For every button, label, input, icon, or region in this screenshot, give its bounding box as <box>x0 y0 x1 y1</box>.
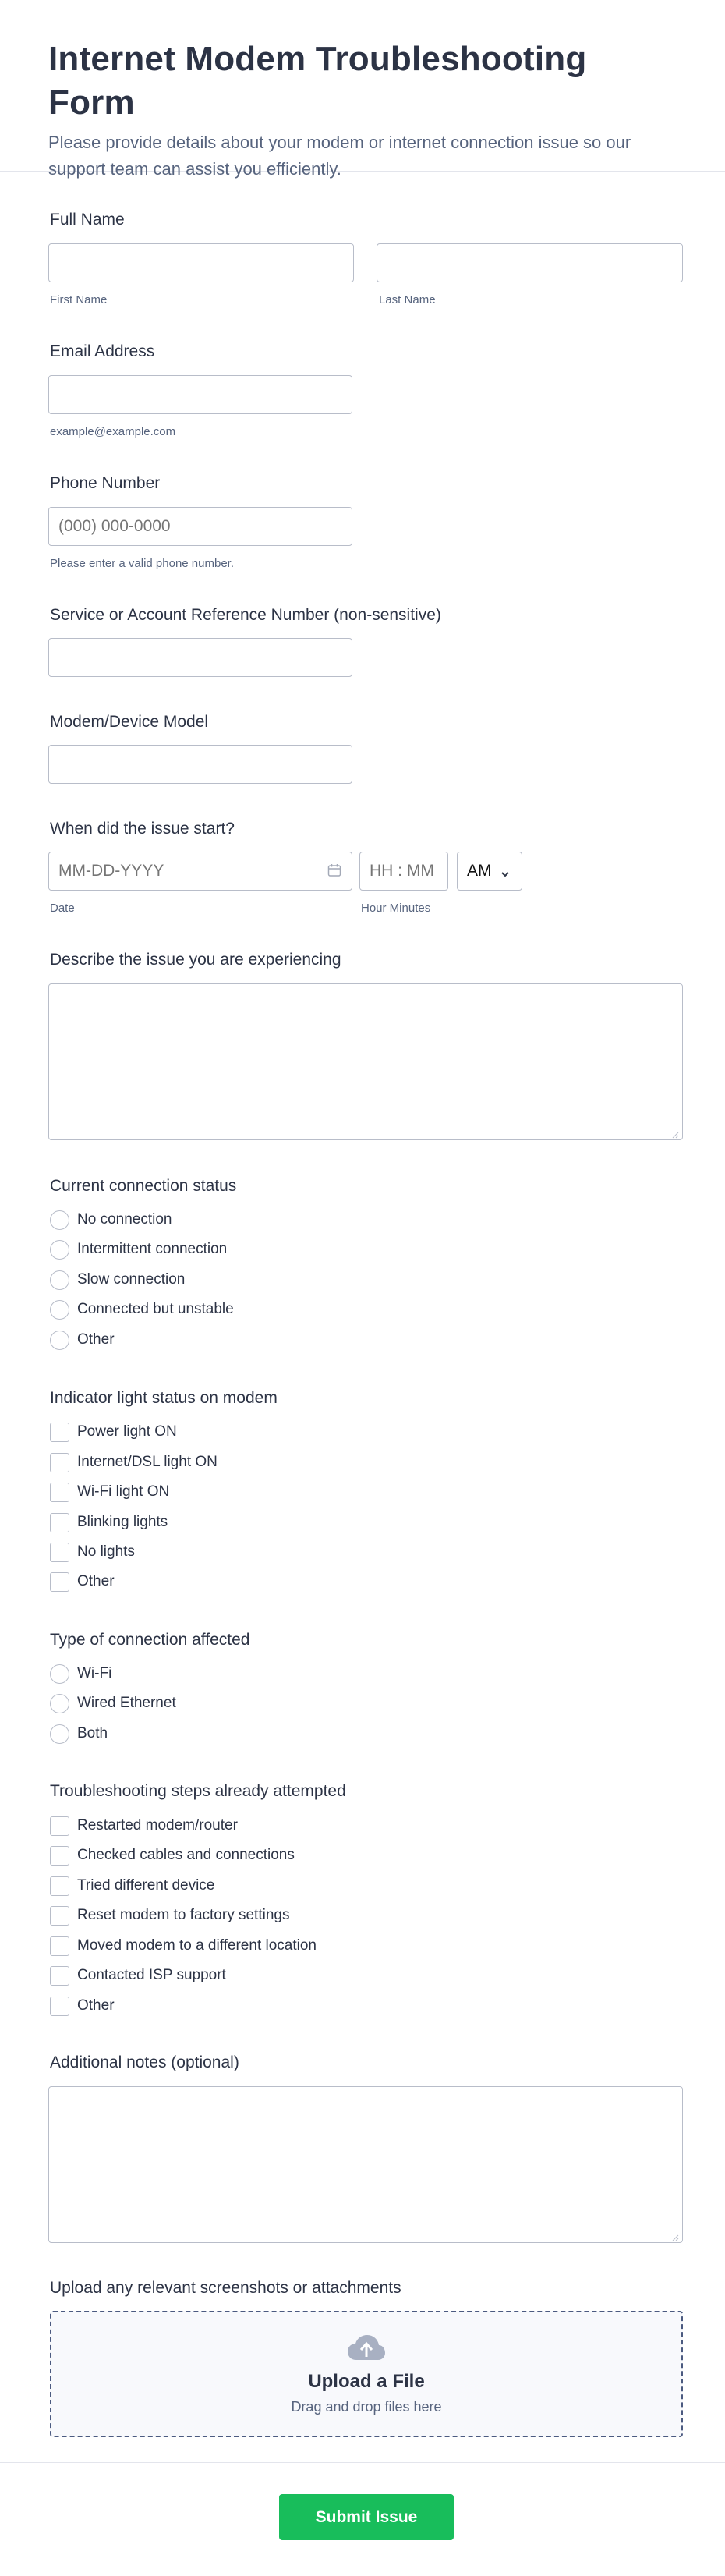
checkbox-option[interactable] <box>50 1905 289 1926</box>
radio-option[interactable] <box>50 1209 172 1231</box>
checkbox[interactable] <box>50 1997 69 2016</box>
radio-button[interactable] <box>50 1270 69 1290</box>
account-ref-input[interactable] <box>48 638 352 677</box>
issue-start-label: When did the issue start? <box>50 820 235 838</box>
radio-button[interactable] <box>50 1240 69 1260</box>
footer-divider <box>0 2462 725 2463</box>
checkbox-option[interactable] <box>50 1875 214 1897</box>
radio-option[interactable] <box>50 1663 111 1685</box>
option-label: Wi-Fi <box>77 1665 112 1681</box>
email-input[interactable] <box>48 375 352 414</box>
checkbox-option[interactable] <box>50 1844 295 1866</box>
checkbox[interactable] <box>50 1572 69 1592</box>
time-sublabel: Hour Minutes <box>361 902 431 915</box>
account-ref-label: Service or Account Reference Number (non-sensitive) <box>50 606 441 624</box>
option-label: Reset modem to factory settings <box>77 1907 290 1923</box>
resize-grip-icon[interactable] <box>671 1129 679 1136</box>
option-label: Power light ON <box>77 1423 177 1440</box>
checkbox-option[interactable] <box>50 1571 115 1593</box>
phone-input[interactable] <box>48 507 352 546</box>
checkbox[interactable] <box>50 1423 69 1442</box>
checkbox[interactable] <box>50 1483 69 1502</box>
option-label: Other <box>77 1997 115 2014</box>
option-label: Intermittent connection <box>77 1241 228 1257</box>
checkbox[interactable] <box>50 1543 69 1562</box>
ampm-select[interactable] <box>457 852 522 891</box>
checkbox[interactable] <box>50 1876 69 1896</box>
time-input[interactable] <box>359 852 448 891</box>
option-label: Checked cables and connections <box>77 1847 295 1863</box>
checkbox-option[interactable] <box>50 1995 115 2017</box>
upload-title: Upload a File <box>308 2370 425 2392</box>
checkbox-option[interactable] <box>50 1935 317 1957</box>
page-title: Internet Modem Troubleshooting Form <box>48 40 587 122</box>
form-header <box>0 0 725 179</box>
radio-option[interactable] <box>50 1692 176 1714</box>
option-label: Contacted ISP support <box>77 1967 226 1983</box>
checkbox-option[interactable] <box>50 1451 218 1473</box>
radio-option[interactable] <box>50 1269 185 1291</box>
connection-type-label: Type of connection affected <box>50 1631 250 1649</box>
calendar-icon[interactable] <box>327 863 341 877</box>
radio-button[interactable] <box>50 1664 69 1684</box>
date-sublabel: Date <box>50 902 75 915</box>
describe-issue-label: Describe the issue you are experiencing <box>50 951 341 969</box>
steps-attempted-label: Troubleshooting steps already attempted <box>50 1782 346 1800</box>
upload-label: Upload any relevant screenshots or attachments <box>50 2279 401 2297</box>
option-label: Restarted modem/router <box>77 1817 238 1834</box>
last-name-sublabel: Last Name <box>379 293 436 306</box>
phone-sublabel: Please enter a valid phone number. <box>50 557 234 570</box>
option-label: Other <box>77 1331 115 1348</box>
date-field[interactable] <box>48 852 352 891</box>
radio-button[interactable] <box>50 1694 69 1713</box>
upload-subtitle: Drag and drop files here <box>291 2398 442 2415</box>
option-label: Blinking lights <box>77 1514 168 1530</box>
option-label: No connection <box>77 1211 172 1228</box>
option-label: Both <box>77 1725 108 1742</box>
email-label: Email Address <box>50 342 155 360</box>
checkbox-option[interactable] <box>50 1421 177 1443</box>
radio-button[interactable] <box>50 1724 69 1744</box>
radio-button[interactable] <box>50 1300 69 1320</box>
resize-grip-icon[interactable] <box>671 2231 679 2239</box>
additional-notes-label: Additional notes (optional) <box>50 2053 239 2071</box>
checkbox-option[interactable] <box>50 1511 168 1533</box>
option-label: Wired Ethernet <box>77 1695 176 1711</box>
indicator-lights-label: Indicator light status on modem <box>50 1389 278 1407</box>
last-name-input[interactable] <box>377 243 683 282</box>
email-sublabel: example@example.com <box>50 425 176 438</box>
option-label: Slow connection <box>77 1271 186 1288</box>
modem-model-input[interactable] <box>48 745 352 784</box>
checkbox[interactable] <box>50 1966 69 1986</box>
phone-label: Phone Number <box>50 474 161 492</box>
first-name-input[interactable] <box>48 243 354 282</box>
additional-notes-textarea[interactable] <box>48 2086 683 2243</box>
page-subtitle: Please provide details about your modem or internet connection issue so our support team can assist you efficiently. <box>48 133 631 179</box>
submit-button[interactable]: Submit Issue <box>279 2494 454 2540</box>
radio-option[interactable] <box>50 1723 108 1745</box>
modem-model-label: Modem/Device Model <box>50 713 209 731</box>
option-label: Moved modem to a different location <box>77 1937 317 1954</box>
checkbox[interactable] <box>50 1816 69 1836</box>
ampm-value: AM <box>467 862 492 880</box>
option-label: Connected but unstable <box>77 1301 234 1317</box>
radio-button[interactable] <box>50 1331 69 1350</box>
radio-button[interactable] <box>50 1210 69 1230</box>
checkbox-option[interactable] <box>50 1481 169 1503</box>
checkbox[interactable] <box>50 1513 69 1532</box>
option-label: Other <box>77 1573 115 1589</box>
radio-option[interactable] <box>50 1329 115 1351</box>
option-label: No lights <box>77 1543 135 1560</box>
checkbox[interactable] <box>50 1906 69 1926</box>
option-label: Wi-Fi light ON <box>77 1483 170 1500</box>
date-input[interactable] <box>48 852 352 891</box>
radio-option[interactable] <box>50 1238 227 1260</box>
option-label: Internet/DSL light ON <box>77 1454 218 1470</box>
option-label: Tried different device <box>77 1877 215 1894</box>
radio-option[interactable] <box>50 1299 234 1320</box>
describe-issue-textarea[interactable] <box>48 983 683 1140</box>
connection-status-label: Current connection status <box>50 1177 237 1195</box>
full-name-label: Full Name <box>50 211 125 229</box>
first-name-sublabel: First Name <box>50 293 108 306</box>
checkbox[interactable] <box>50 1846 69 1866</box>
chevron-down-icon <box>500 866 511 877</box>
checkbox-option[interactable] <box>50 1965 226 1986</box>
cloud-upload-icon <box>347 2333 386 2363</box>
checkbox-option[interactable] <box>50 1815 238 1837</box>
file-upload-dropzone[interactable] <box>50 2311 683 2437</box>
checkbox-option[interactable] <box>50 1541 135 1563</box>
checkbox[interactable] <box>50 1453 69 1472</box>
checkbox[interactable] <box>50 1936 69 1956</box>
